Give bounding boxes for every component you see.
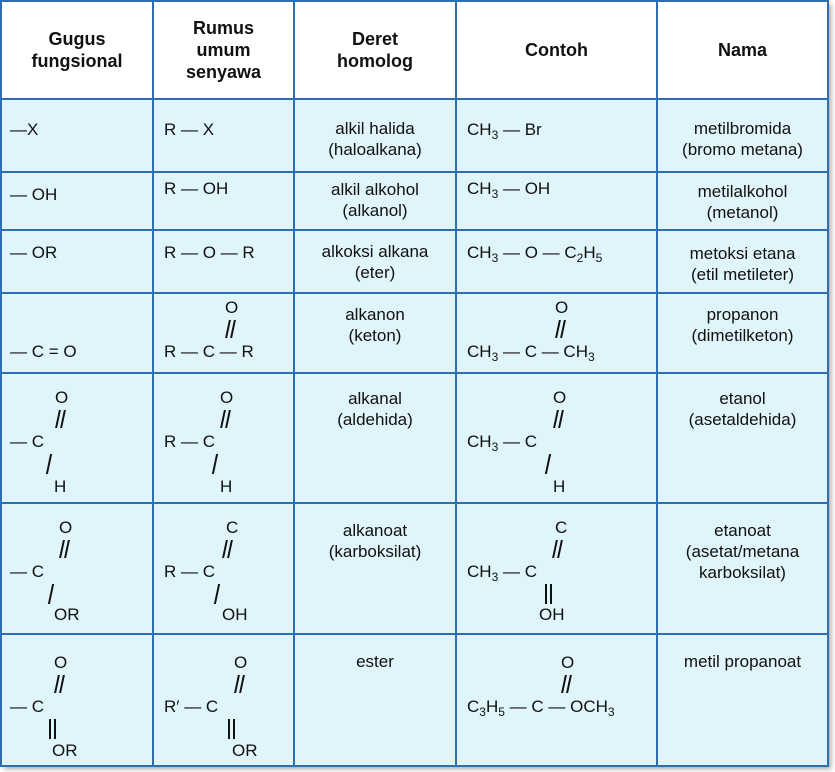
single-bond [212, 454, 218, 474]
header-deret: Deret homolog [294, 1, 456, 99]
cell-rumus: R — X [153, 99, 294, 172]
header-contoh: Contoh [456, 1, 657, 99]
table-row [1, 230, 828, 293]
double-bond [553, 410, 557, 428]
cell-nama: metilalkohol (metanol) [657, 172, 828, 230]
cell-gugus: — C = O [1, 293, 153, 373]
header-nama: Nama [657, 1, 828, 99]
cell-rumus: C R — C OH [153, 503, 294, 634]
cell-gugus: — OH [1, 172, 153, 230]
header-gugus: Gugus fungsional [1, 1, 153, 99]
cell-nama: metil propanoat [657, 634, 828, 766]
cell-deret: alkoksi alkana (eter) [294, 230, 456, 293]
double-bond [222, 540, 226, 558]
single-bond [48, 584, 54, 604]
single-bond [545, 454, 551, 474]
cell-contoh: O $CH_3$ — C H [456, 373, 657, 503]
cell-nama: propanon (dimetilketon) [657, 293, 828, 373]
cell-rumus: O R — C H [153, 373, 294, 503]
cell-deret: alkanoat (karboksilat) [294, 503, 456, 634]
header-rumus: Rumus umum senyawa [153, 1, 294, 99]
table-row [1, 373, 828, 503]
cell-deret: alkil halida (haloalkana) [294, 99, 456, 172]
cell-rumus: R — O — R [153, 230, 294, 293]
cell-deret: alkil alkohol (alkanol) [294, 172, 456, 230]
cell-rumus: R — OH [153, 172, 294, 230]
cell-nama: etanoat (asetat/metana karboksilat) [657, 503, 828, 634]
double-bond [55, 410, 59, 428]
double-bond [561, 675, 565, 693]
cell-contoh: $CH_3$ — Br [456, 99, 657, 172]
cell-gugus: O — C H [1, 373, 153, 503]
cell-deret: ester [294, 634, 456, 766]
double-bond [555, 320, 559, 338]
cell-gugus: O — C OR [1, 634, 153, 766]
double-bond [220, 410, 224, 428]
table-row [1, 503, 828, 634]
cell-contoh: $CH_3$ — O — $C_2H_5$ [456, 230, 657, 293]
header-row [1, 1, 828, 99]
cell-nama: etanol (asetaldehida) [657, 373, 828, 503]
table-row [1, 99, 828, 172]
double-bond [59, 540, 63, 558]
cell-contoh: C $CH_3$ — C OH [456, 503, 657, 634]
double-bond [225, 320, 229, 338]
cell-gugus: O — C OR [1, 503, 153, 634]
single-bond [214, 584, 220, 604]
cell-contoh: O $CH_3$ — C — $CH_3$ [456, 293, 657, 373]
cell-deret: alkanal (aldehida) [294, 373, 456, 503]
cell-gugus: — OR [1, 230, 153, 293]
table-row [1, 634, 828, 766]
double-bond [234, 675, 238, 693]
double-bond [552, 540, 556, 558]
cell-rumus: O R — C — R [153, 293, 294, 373]
cell-deret: alkanon (keton) [294, 293, 456, 373]
table-row [1, 293, 828, 373]
cell-gugus: —X [1, 99, 153, 172]
cell-nama: metilbromida (bromo metana) [657, 99, 828, 172]
table-row [1, 172, 828, 230]
single-bond [46, 454, 52, 474]
cell-rumus: O R′ — C OR [153, 634, 294, 766]
cell-contoh: O $C_3H_5$ — C — $OCH_3$ [456, 634, 657, 766]
cell-nama: metoksi etana (etil metileter) [657, 230, 828, 293]
double-bond [54, 675, 58, 693]
cell-contoh: $CH_3$ — OH [456, 172, 657, 230]
